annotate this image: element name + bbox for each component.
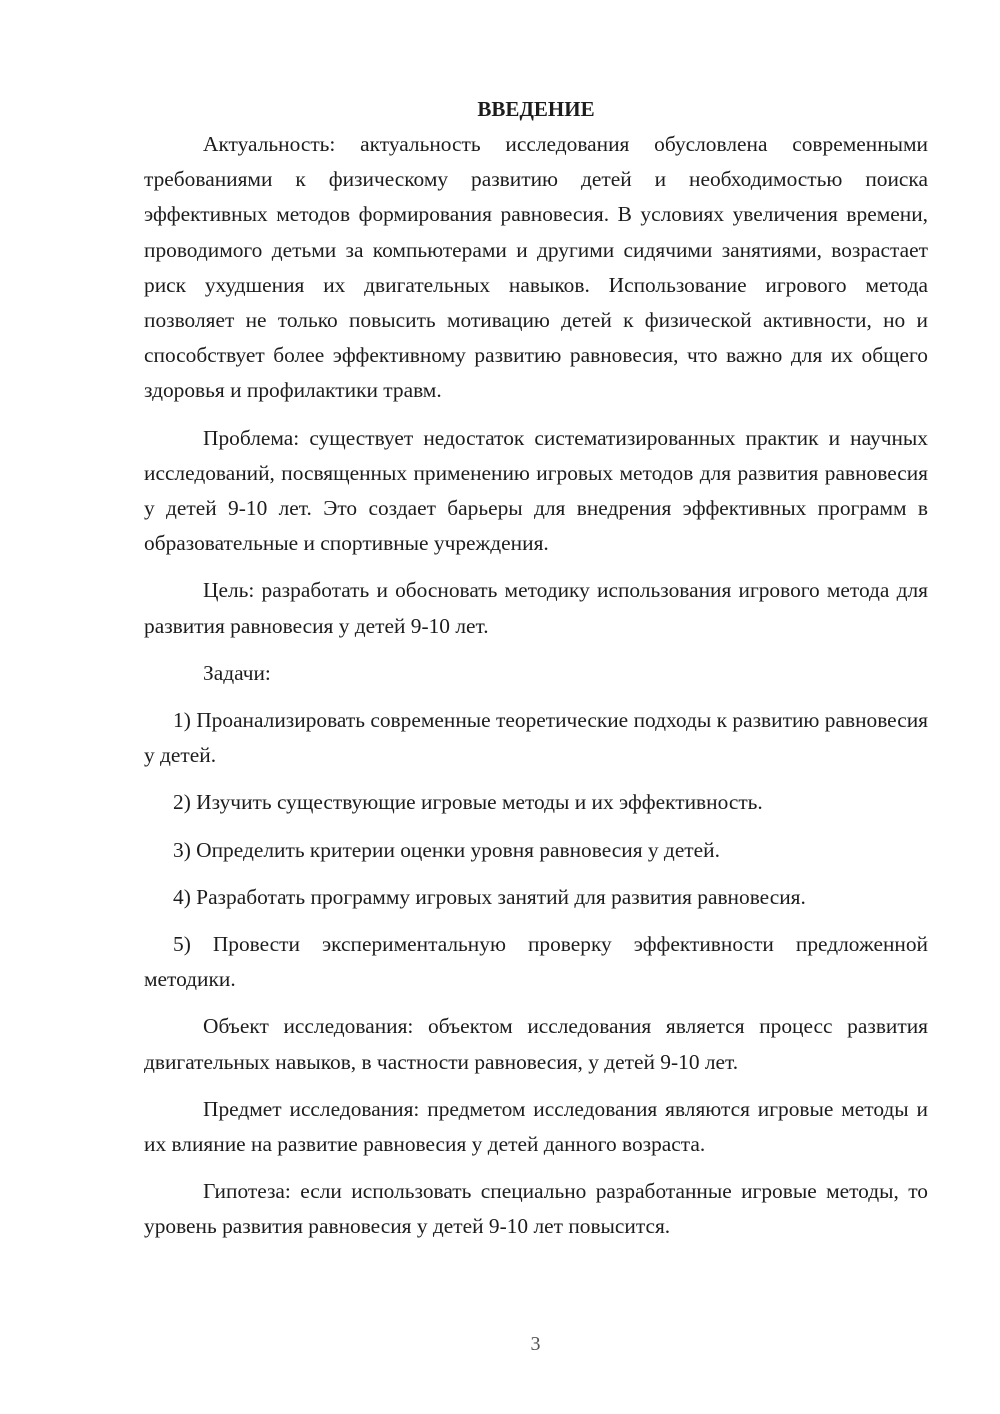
tasks-label: Задачи:: [203, 660, 271, 685]
paragraph-hypothesis: Гипотеза: если использовать специально разработанные игровые методы, то уровень развития равновесия у детей 9-10 лет повысится.: [144, 1179, 928, 1239]
task-item-3: 3) Определить критерии оценки уровня равновесия у детей.: [173, 837, 720, 862]
task-item-4: 4) Разработать программу игровых занятий для развития равновесия.: [173, 884, 806, 909]
paragraph-subject: Предмет исследования: предметом исследования являются игровые методы и их влияние на развитие равновесия у детей данного возраста.: [144, 1096, 928, 1157]
paragraph-goal: Цель: разработать и обосновать методику использования игрового метода для развития равновесия у детей 9-10 лет.: [144, 578, 928, 638]
task-item-1: 1) Проанализировать современные теоретические подходы к развитию равновесия у детей.: [144, 708, 928, 768]
task-item-2: 2) Изучить существующие игровые методы и их эффективность.: [173, 790, 763, 815]
paragraph-object: Объект исследования: объектом исследования является процесс развития двигательных навыков, в частности равновесия, у детей 9-10 лет.: [144, 1014, 928, 1074]
paragraph-relevance: Актуальность: актуальность исследования обусловлена современными требованиями к физическому развитию детей и необходимостью поиска эффективных методов формирования равновесия. В условиях увеличения времени, проводимого детьми за компьютерами и другими сидячими занятиями, возрастает риск ухудшения их двигательных навыков. Использование игрового метода позволяет не только повысить мотивацию детей к физической активности, но и способствует более эффективному развитию равновесия, что важно для их общего здоровья и профилактики травм.: [144, 132, 928, 403]
section-heading: ВВЕДЕНИЕ: [477, 97, 595, 121]
document-page: [144, 92, 928, 1245]
task-item-5: 5) Провести экспериментальную проверку эффективности предложенной методики.: [144, 932, 928, 992]
paragraph-problem: Проблема: существует недостаток систематизированных практик и научных исследований, посвященных применению игровых методов для развития равновесия у детей 9-10 лет. Это создает барьеры для внедрения эффективных программ в образовательные и спортивные учреждения.: [144, 425, 928, 556]
page-number: 3: [530, 1333, 541, 1355]
